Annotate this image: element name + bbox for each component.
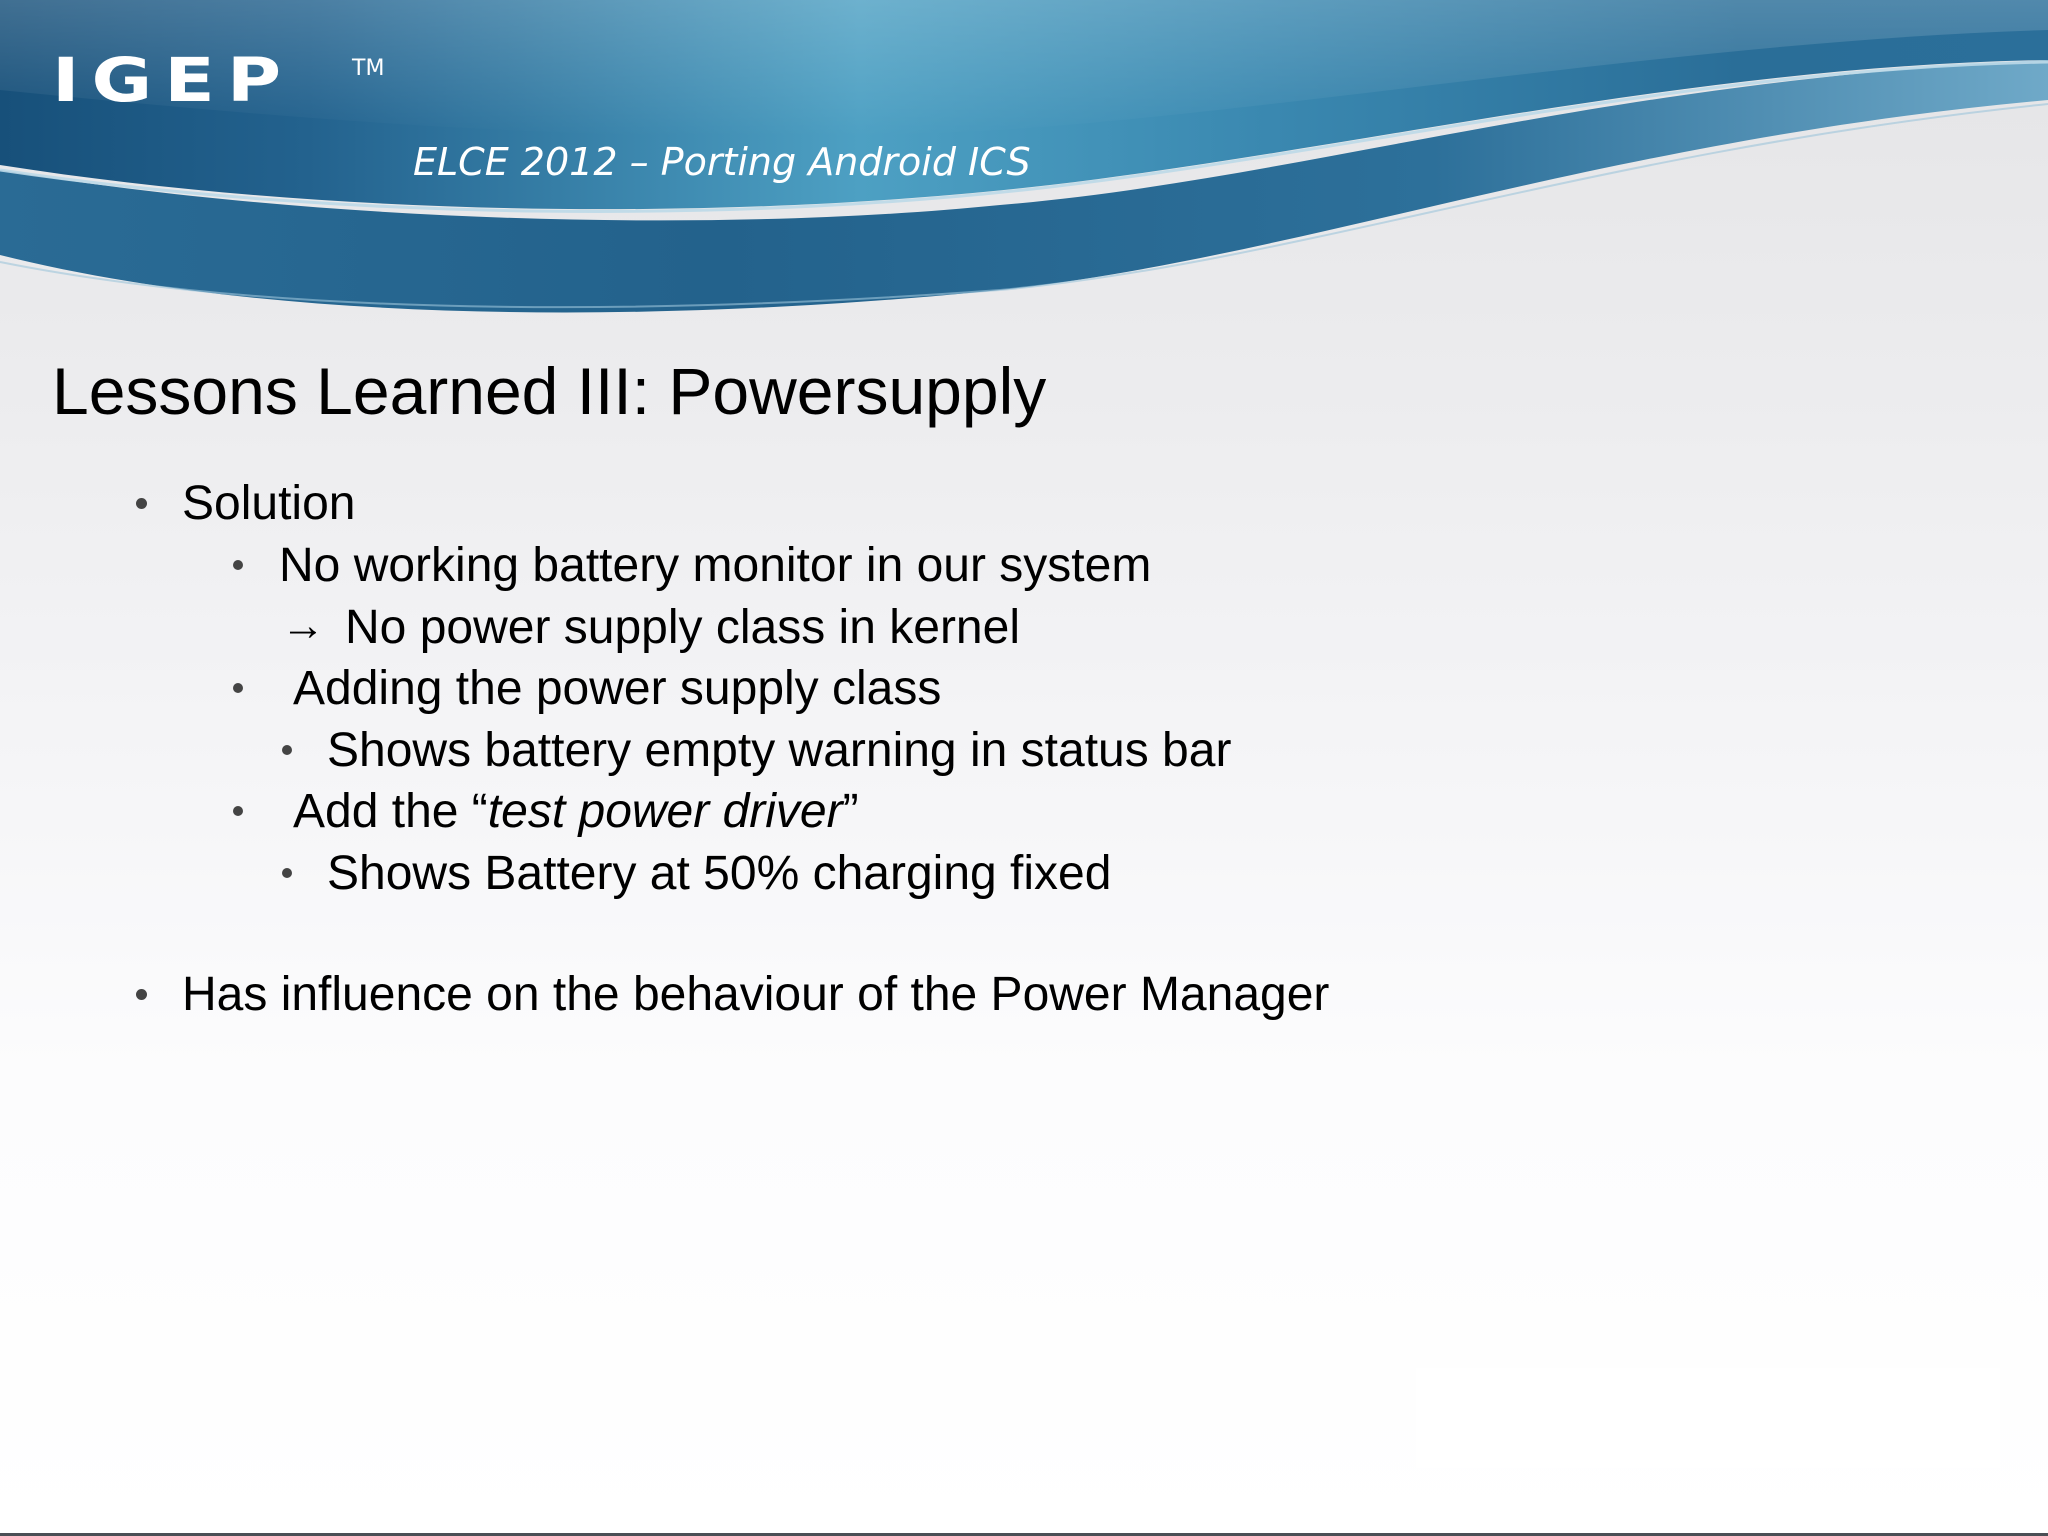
bullet-dot bbox=[282, 745, 292, 755]
bullet-dot bbox=[233, 806, 243, 816]
header-subtitle: ELCE 2012 – Porting Android ICS bbox=[413, 140, 1031, 184]
bullet-add-test-driver bbox=[293, 783, 859, 841]
igep-logo: IGEP bbox=[52, 45, 294, 116]
bullet-dot bbox=[233, 683, 243, 693]
arrow-icon: → bbox=[281, 601, 325, 650]
bullet-dot bbox=[282, 868, 292, 878]
bullet-dot bbox=[233, 560, 243, 570]
bullet-solution: Solution bbox=[182, 477, 356, 530]
bullet-shows-battery: Shows Battery at 50% charging fixed bbox=[327, 847, 1112, 900]
bullet-influence: Has influence on the behaviour of the Power Manager bbox=[182, 968, 1330, 1021]
bullet-no-class: No power supply class in kernel bbox=[345, 601, 1020, 654]
bullet-dot bbox=[136, 498, 147, 509]
bullet-no-monitor: No working battery monitor in our system bbox=[279, 539, 1152, 592]
test-driver-text: test power driver bbox=[487, 785, 843, 838]
add-the-text: Add the “ bbox=[293, 785, 488, 838]
trademark-mark: TM bbox=[352, 56, 385, 81]
bullet-dot bbox=[136, 989, 147, 1000]
slide-title: Lessons Learned III: Powersupply bbox=[52, 354, 1047, 428]
close-quote-text: ” bbox=[842, 785, 859, 838]
bullet-shows-warning: Shows battery empty warning in status bar bbox=[327, 724, 1232, 777]
footer-placeholder bbox=[1416, 1368, 2000, 1468]
bullet-adding-class: Adding the power supply class bbox=[293, 662, 942, 715]
